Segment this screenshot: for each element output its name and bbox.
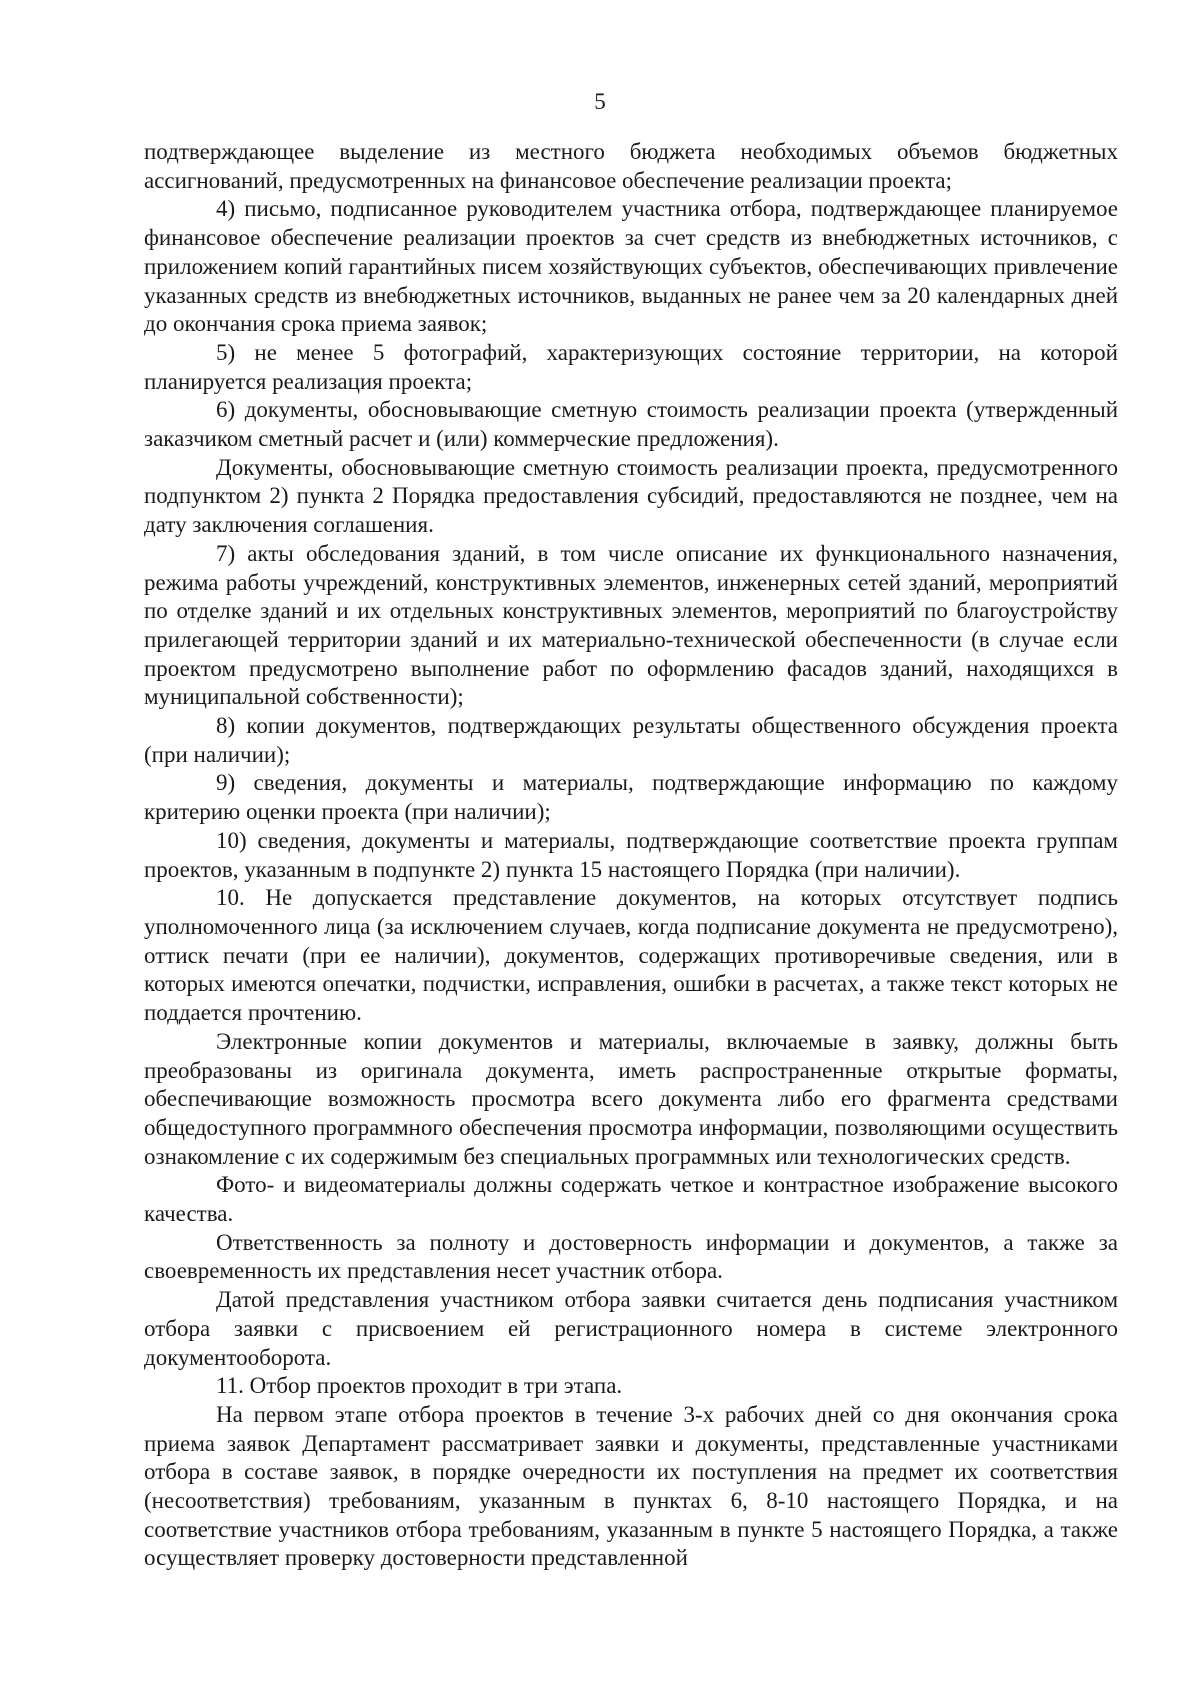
paragraph-section-10: 10. Не допускается представление документов, на которых отсутствует подпись уполномоченного лица (за исключением случаев, когда подписание документа не предусмотрено), оттиск печати (при ее наличии), документов, содержащих противоречивые сведения, или в которых имеются опечатки, подчистки, исправления, ошибки в расчетах, а также текст которых не поддается прочтению. <box>144 885 1118 1026</box>
paragraph-photo-video: Фото- и видеоматериалы должны содержать четкое и контрастное изображение высокого качества. <box>144 1172 1118 1227</box>
paragraph-item-4: 4) письмо, подписанное руководителем участника отбора, подтверждающее планируемое финансовое обеспечение реализации проектов за счет средств из внебюджетных источников, с приложением копий гарантийных писем хозяйствующих субъектов, обеспечивающих привлечение указанных средств из внебюджетных источников, выданных не ранее чем за 20 календарных дней до окончания срока приема заявок; <box>144 196 1118 337</box>
paragraph-documents-note: Документы, обосновывающие сметную стоимость реализации проекта, предусмотренного подпунктом 2) пункта 2 Порядка предоставления субсидий, предоставляются не позднее, чем на дату заключения соглашения. <box>144 454 1118 538</box>
page-number: 5 <box>594 89 606 114</box>
paragraph-continuation: подтверждающее выделение из местного бюджета необходимых объемов бюджетных ассигнований, предусмотренных на финансовое обеспечение реализации проекта; <box>144 139 1118 193</box>
paragraph-item-8: 8) копии документов, подтверждающих результаты общественного обсуждения проекта (при наличии); <box>144 713 1118 767</box>
paragraph-item-6: 6) документы, обосновывающие сметную стоимость реализации проекта (утвержденный заказчиком сметный расчет и (или) коммерческие предложения). <box>144 397 1118 452</box>
document-body <box>144 138 1118 1573</box>
paragraph-responsibility: Ответственность за полноту и достоверность информации и документов, а также за своевременность их представления несет участник отбора. <box>144 1229 1118 1284</box>
paragraph-item-5: 5) не менее 5 фотографий, характеризующих состояние территории, на которой планируется реализация проекта; <box>144 339 1118 394</box>
paragraph-submission-date: Датой представления участником отбора заявки считается день подписания участником отбора заявки с присвоением ей регистрационного номера в системе электронного документооборота. <box>144 1287 1118 1370</box>
paragraph-first-stage: На первом этапе отбора проектов в течение 3-х рабочих дней со дня окончания срока приема заявок Департамент рассматривает заявки и документы, представленные участниками отбора в составе заявок, в порядке очередности их поступления на предмет их соответствия (несоответствия) требованиям, указанным в пунктах 6, 8-10 настоящего Порядка, и на соответствие участников отбора требованиям, указанным в пункте 5 настоящего Порядка, а также осуществляет проверку достоверности представленной <box>144 1401 1118 1571</box>
paragraph-item-10: 10) сведения, документы и материалы, подтверждающие соответствие проекта группам проектов, указанным в подпункте 2) пункта 15 настоящего Порядка (при наличии). <box>144 827 1118 882</box>
paragraph-item-9: 9) сведения, документы и материалы, подтверждающие информацию по каждому критерию оценки проекта (при наличии); <box>144 770 1118 825</box>
paragraph-electronic-copies: Электронные копии документов и материалы, включаемые в заявку, должны быть преобразованы из оригинала документа, иметь распространенные открытые форматы, обеспечивающие возможность просмотра всего документа либо его фрагмента средствами общедоступного программного обеспечения просмотра информации, позволяющими осуществить ознакомление с их содержимым без специальных программных или технологических средств. <box>144 1028 1118 1169</box>
paragraph-item-7: 7) акты обследования зданий, в том числе описание их функционального назначения, режима работы учреждений, конструктивных элементов, инженерных сетей зданий, мероприятий по отделке зданий и их отдельных конструктивных элементов, мероприятий по благоустройству прилегающей территории зданий и их материально-технической обеспеченности (в случае если проектом предусмотрено выполнение работ по оформлению фасадов зданий, находящихся в муниципальной собственности); <box>144 540 1118 710</box>
paragraph-section-11: 11. Отбор проектов проходит в три этапа. <box>216 1373 623 1399</box>
